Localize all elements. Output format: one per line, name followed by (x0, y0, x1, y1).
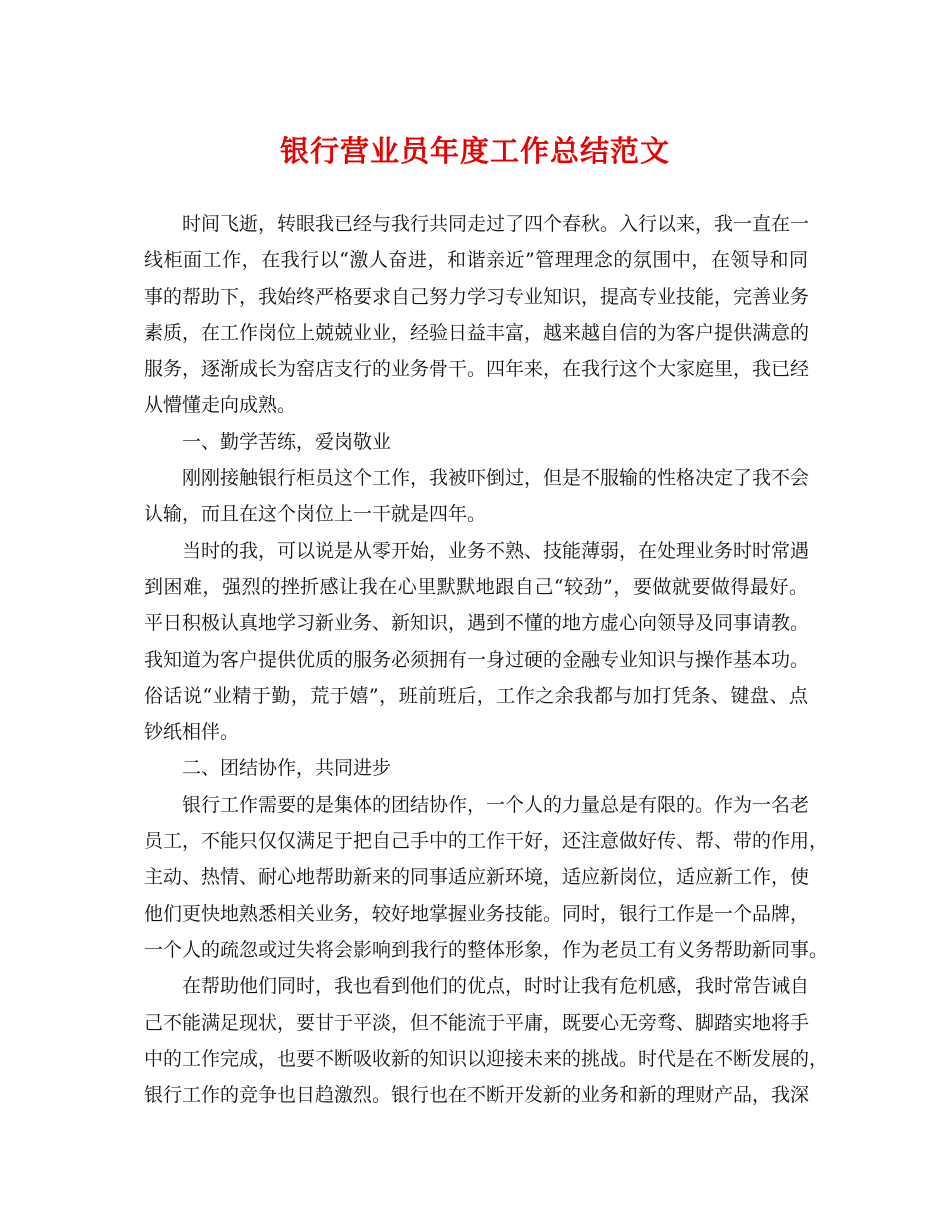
text-line: 线柜面工作，在我行以“激人奋进，和谐亲近”管理理念的氛围中，在领导和同 (144, 249, 808, 272)
text-line: 员工，不能只仅仅满足于把自己手中的工作干好，还注意做好传、帮、带的作用， (144, 830, 829, 853)
text-line: 在帮助他们同时，我也看到他们的优点，时时让我有危机感，我时常告诫自 (182, 975, 810, 998)
text-line: 刚刚接触银行柜员这个工作，我被吓倒过，但是不服输的性格决定了我不会 (182, 467, 810, 490)
text-line: 中的工作完成，也要不断吸收新的知识以迎接未来的挑战。时代是在不断发展的， (144, 1047, 829, 1070)
text-line: 己不能满足现状，要甘于平淡，但不能流于平庸，既要心无旁骛、脚踏实地将手 (144, 1011, 810, 1034)
text-line: 到困难，强烈的挫折感让我在心里默默地跟自己“较劲”，要做就要做得最好。 (144, 575, 808, 598)
text-line: 平日积极认真地学习新业务、新知识，遇到不懂的地方虚心向领导及同事请教。 (144, 612, 810, 635)
text-line: 从懵懂走向成熟。 (144, 394, 297, 417)
section-heading: 二、团结协作，共同进步 (182, 757, 392, 780)
text-line: 我知道为客户提供优质的服务必须拥有一身过硬的金融专业知识与操作基本功。 (144, 648, 810, 671)
text-line: 银行工作需要的是集体的团结协作，一个人的力量总是有限的。作为一名老 (182, 793, 810, 816)
text-line: 银行工作的竞争也日趋激烈。银行也在不断开发新的业务和新的理财产品，我深 (144, 1084, 810, 1107)
document-body (144, 206, 829, 1113)
text-line: 认输，而且在这个岗位上一干就是四年。 (144, 503, 487, 526)
text-line: 时间飞逝，转眼我已经与我行共同走过了四个春秋。入行以来，我一直在一 (182, 213, 810, 235)
text-line: 素质，在工作岗位上兢兢业业，经验日益丰富，越来越自信的为客户提供满意的 (144, 321, 810, 344)
text-line: 主动、热情、耐心地帮助新来的同事适应新环境，适应新岗位，适应新工作，使 (144, 866, 810, 889)
text-line: 钞纸相伴。 (144, 721, 240, 744)
text-line: 他们更快地熟悉相关业务，较好地掌握业务技能。同时，银行工作是一个品牌， (144, 902, 810, 925)
text-line: 一个人的疏忽或过失将会影响到我行的整体形象，作为老员工有义务帮助新同事。 (144, 938, 829, 961)
section-heading: 一、勤学苦练，爱岗敬业 (182, 430, 392, 453)
text-line: 事的帮助下，我始终严格要求自己努力学习专业知识，提高专业技能，完善业务 (144, 285, 810, 308)
text-line: 服务，逐渐成长为窑店支行的业务骨干。四年来，在我行这个大家庭里，我已经 (144, 358, 810, 381)
text-line: 俗话说“业精于勤，荒于嬉”，班前班后，工作之余我都与加打凭条、键盘、点 (144, 684, 808, 707)
text-line: 当时的我，可以说是从零开始，业务不熟、技能薄弱，在处理业务时时常遇 (182, 539, 810, 562)
document-title: 银行营业员年度工作总结范文 (279, 134, 670, 168)
